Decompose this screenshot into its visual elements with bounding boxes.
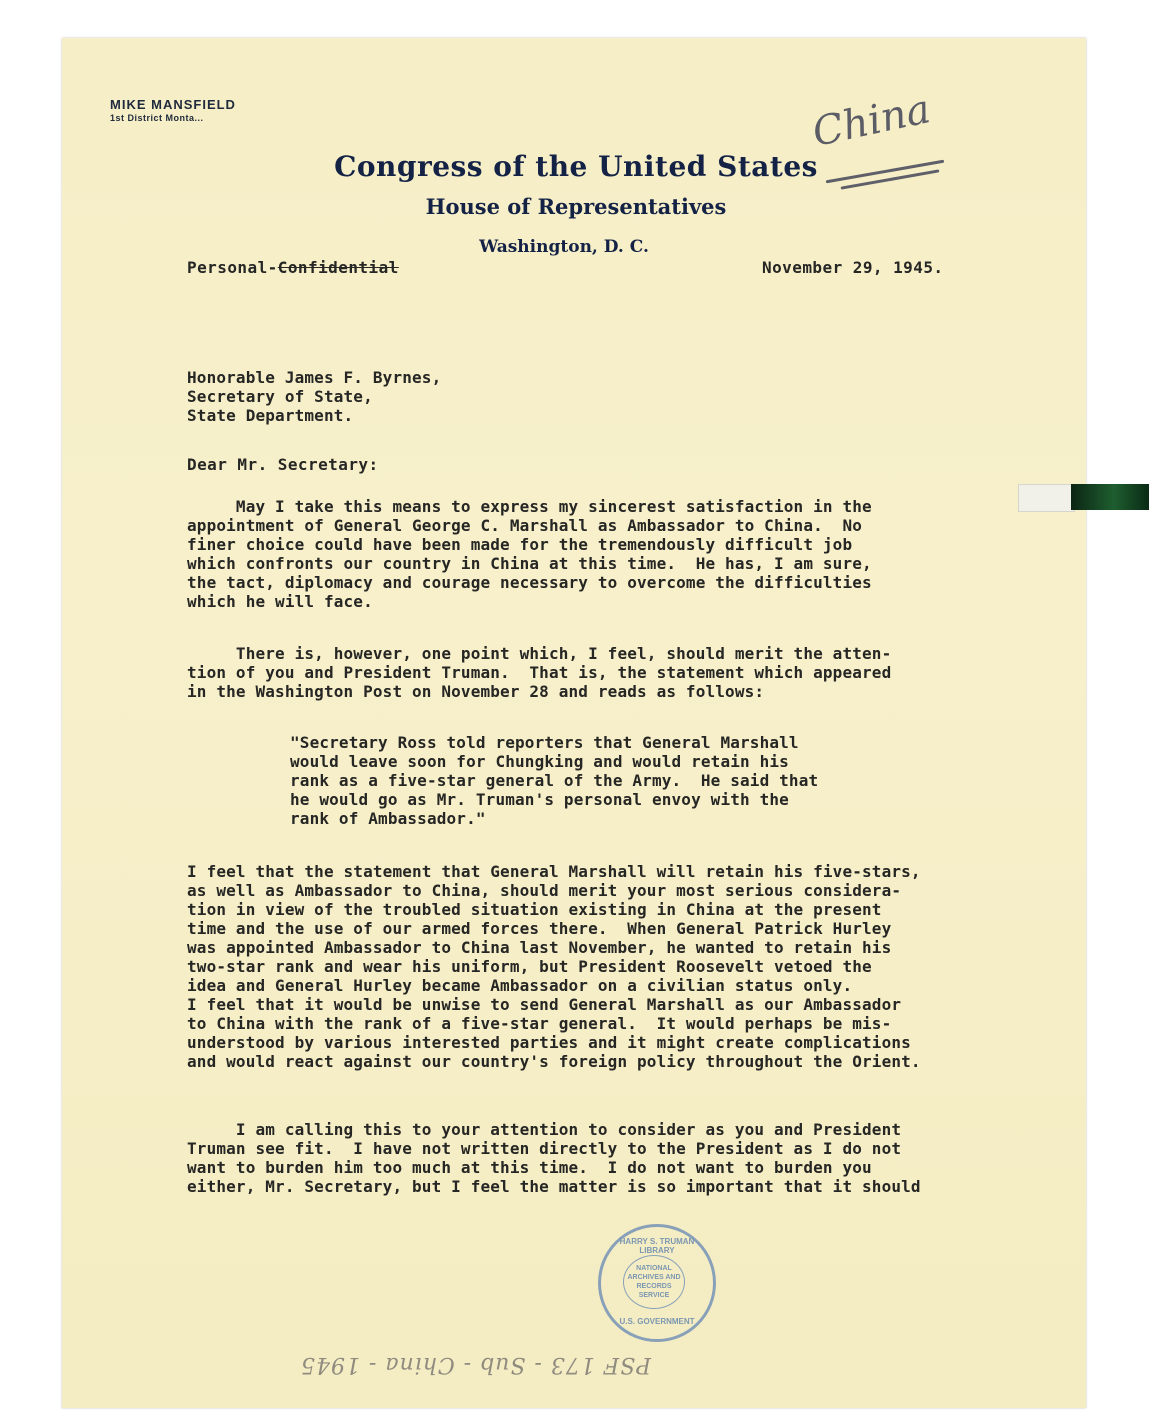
text-line: which he will face.	[187, 592, 373, 611]
text-line: to China with the rank of a five-star general. It would perhaps be mis-	[187, 1014, 892, 1033]
text-line: idea and General Hurley became Ambassador on a civilian status only.	[187, 976, 853, 995]
text-line: appointment of General George C. Marshall as Ambassador to China. No	[187, 516, 863, 535]
handwritten-annotation: China	[808, 86, 935, 156]
sender-district: 1st District Monta...	[110, 113, 204, 123]
letter-date: November 29, 1945.	[762, 258, 944, 277]
recipient-line: Honorable James F. Byrnes,	[187, 368, 442, 387]
text-line: which confronts our country in China at this time. He has, I am sure,	[187, 554, 872, 573]
text-line: May I take this means to express my sincerest satisfaction in the	[187, 497, 872, 516]
text-line: I am calling this to your attention to consider as you and President	[187, 1120, 902, 1139]
stamp-top-text: HARRY S. TRUMAN LIBRARY	[619, 1237, 695, 1255]
classification	[187, 258, 399, 277]
text-line: There is, however, one point which, I feel, should merit the atten-	[187, 644, 892, 663]
tab-paper	[1018, 484, 1075, 512]
text-line: either, Mr. Secretary, but I feel the matter is so important that it should	[187, 1177, 921, 1196]
text-line: tion of you and President Truman. That is, the statement which appeared	[187, 663, 892, 682]
quote-line: rank as a five-star general of the Army. He said that	[290, 771, 819, 790]
paragraph-3	[187, 862, 987, 1071]
text-line: understood by various interested parties and it might create complications	[187, 1033, 911, 1052]
recipient-line: State Department.	[187, 406, 354, 425]
quote-line: "Secretary Ross told reporters that General Marshall	[290, 733, 799, 752]
text-line: the tact, diplomacy and courage necessary to overcome the difficulties	[187, 573, 872, 592]
text-line: and would react against our country's foreign policy throughout the Orient.	[187, 1052, 921, 1071]
text-line: tion in view of the troubled situation existing in China at the present	[187, 900, 882, 919]
quote-line: would leave soon for Chungking and would retain his	[290, 752, 789, 771]
letterhead-congress: Congress of the United States	[334, 150, 818, 183]
text-line: Truman see fit. I have not written directly to the President as I do not	[187, 1139, 902, 1158]
quote-block	[290, 733, 890, 828]
recipient-block	[187, 368, 987, 425]
classification-plain: Personal-	[187, 258, 278, 277]
archival-tab	[1018, 484, 1136, 510]
stamp-bottom-text: U.S. GOVERNMENT	[619, 1317, 695, 1326]
tab-clip	[1071, 484, 1149, 510]
text-line: finer choice could have been made for the tremendously difficult job	[187, 535, 853, 554]
sender-block	[110, 97, 236, 123]
text-line: as well as Ambassador to China, should merit your most serious considera-	[187, 881, 902, 900]
stamp-inner-text: NATIONAL ARCHIVES AND RECORDS SERVICE	[623, 1255, 685, 1309]
text-line: want to burden him too much at this time. I do not want to burden you	[187, 1158, 872, 1177]
quote-line: he would go as Mr. Truman's personal envoy with the	[290, 790, 789, 809]
paragraph-2	[187, 644, 987, 701]
text-line: time and the use of our armed forces there. When General Patrick Hurley	[187, 919, 892, 938]
salutation: Dear Mr. Secretary:	[187, 455, 379, 474]
classification-struck: Confidential	[277, 258, 399, 277]
pencil-file-note: PSF 173 - Sub - China - 1945	[300, 1352, 652, 1377]
text-line: two-star rank and wear his uniform, but President Roosevelt vetoed the	[187, 957, 872, 976]
text-line: I feel that the statement that General Marshall will retain his five-stars,	[187, 862, 921, 881]
letterhead-house: House of Representatives	[425, 194, 727, 219]
library-stamp	[598, 1224, 716, 1342]
paragraph-1	[187, 497, 987, 611]
quote-line: rank of Ambassador."	[290, 809, 486, 828]
sender-name: MIKE MANSFIELD	[110, 97, 236, 112]
recipient-line: Secretary of State,	[187, 387, 373, 406]
text-line: I feel that it would be unwise to send General Marshall as our Ambassador	[187, 995, 902, 1014]
text-line: in the Washington Post on November 28 and reads as follows:	[187, 682, 765, 701]
letterhead-city: Washington, D. C.	[479, 237, 649, 257]
paragraph-4	[187, 1120, 987, 1196]
text-line: was appointed Ambassador to China last November, he wanted to retain his	[187, 938, 892, 957]
